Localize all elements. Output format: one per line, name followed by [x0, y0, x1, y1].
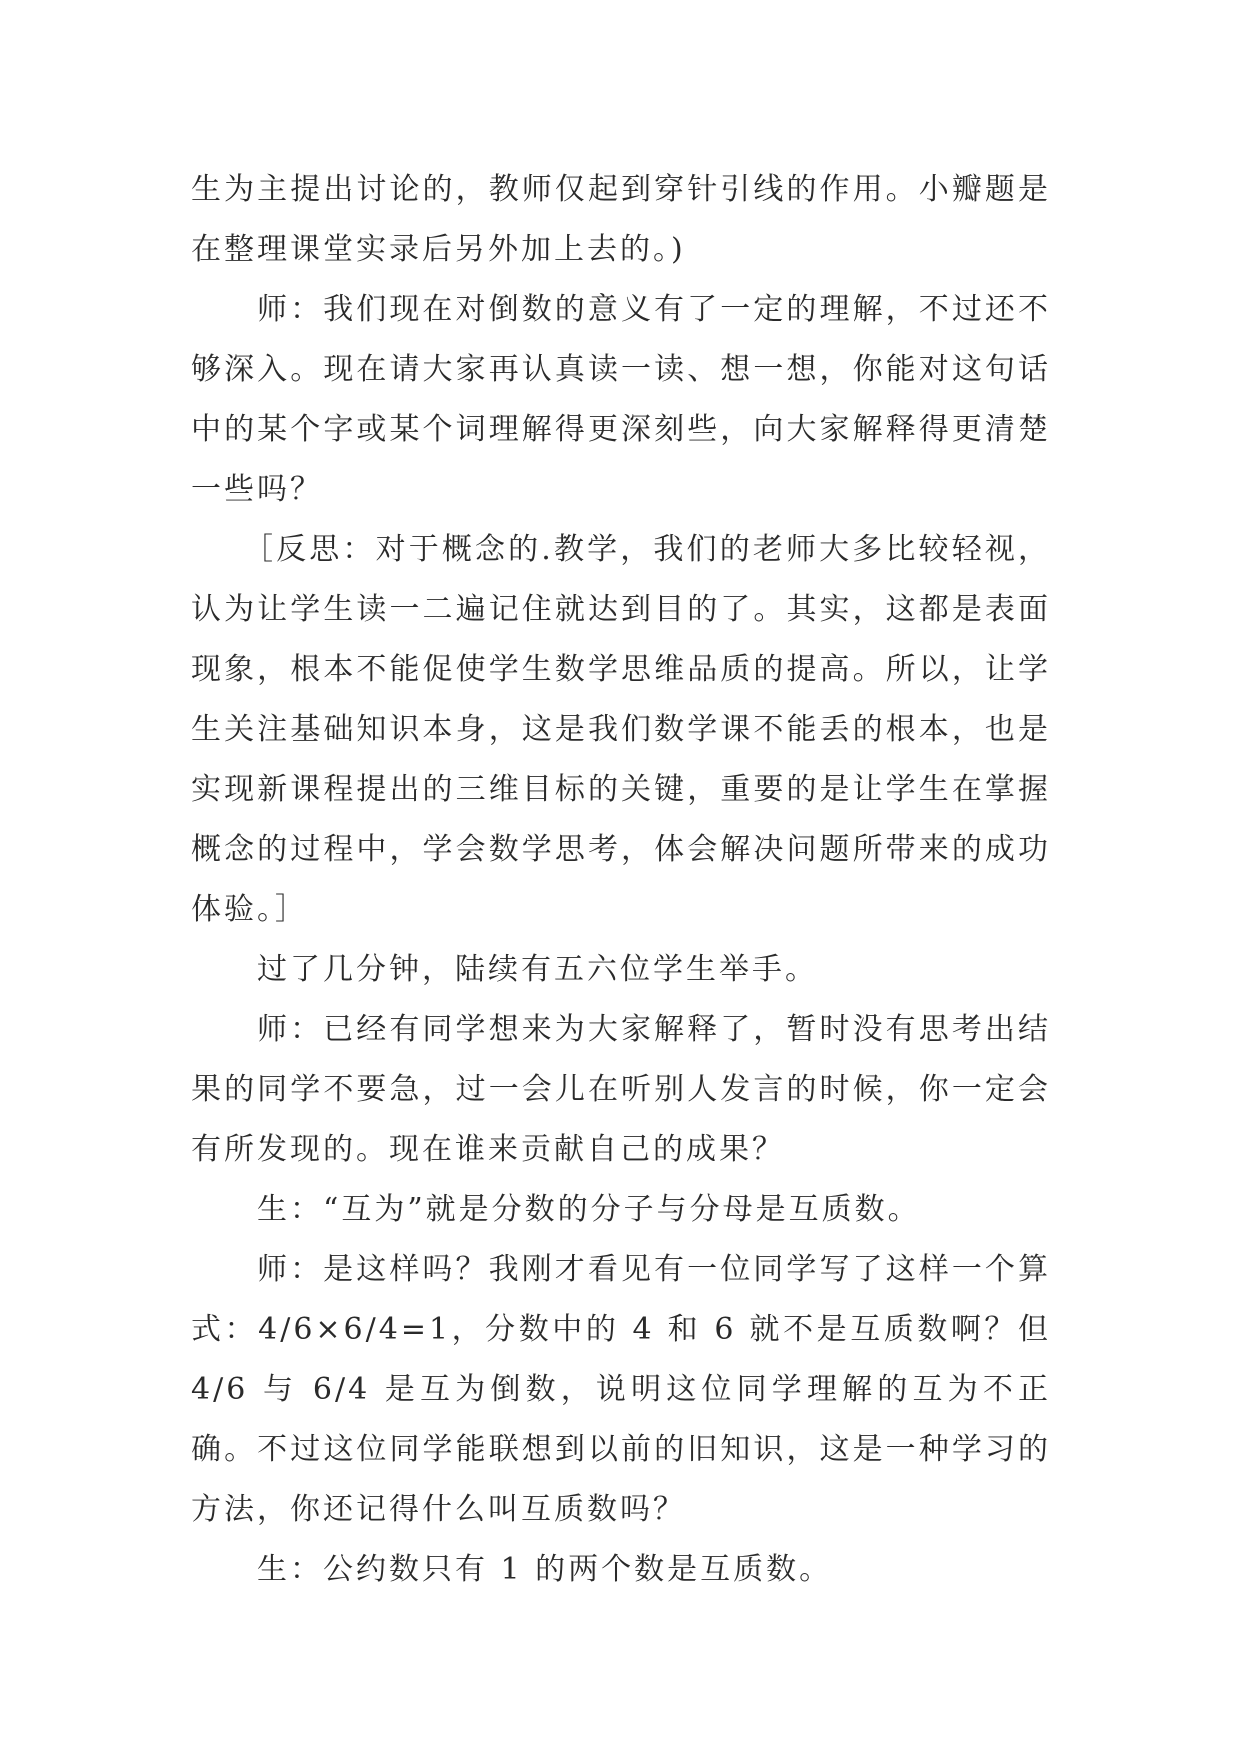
- paragraph-continuation: 生为主提出讨论的，教师仅起到穿针引线的作用。小瓣题是在整理课堂实录后另外加上去的。): [191, 172, 1051, 267]
- paragraph-teacher-prompt: 师：已经有同学想来为大家解释了，暂时没有思考出结果的同学不要急，过一会儿在听别人发言的时候，你一定会有所发现的。现在谁来贡献自己的成果？: [191, 1012, 1051, 1167]
- paragraph-student-answer: 生：“互为”就是分数的分子与分母是互质数。: [257, 1192, 921, 1227]
- paragraph-student-definition: 生：公约数只有 1 的两个数是互质数。: [257, 1552, 833, 1587]
- paragraph-teacher-question: 师：我们现在对倒数的意义有了一定的理解，不过还不够深入。现在请大家再认真读一读、想一想，你能对这句话中的某个字或某个词理解得更深刻些，向大家解释得更清楚一些吗？: [191, 292, 1051, 507]
- paragraph-teacher-response: 师：是这样吗？我刚才看见有一位同学写了这样一个算式：4/6×6/4=1，分数中的 4 和 6 就不是互质数啊？但 4/6 与 6/4 是互为倒数，说明这位同学理解的互为不正确。不过这位同学能联想到以前的旧知识，这是一种学习的方法，你还记得什么叫互质数吗？: [191, 1252, 1051, 1527]
- paragraph-reflection: ［反思：对于概念的.教学，我们的老师大多比较轻视，认为让学生读一二遍记住就达到目的了。其实，这都是表面现象，根本不能促使学生数学思维品质的提高。所以，让学生关注基础知识本身，这是我们数学课不能丢的根本，也是实现新课程提出的三维目标的关键，重要的是让学生在掌握概念的过程中，学会数学思考，体会解决问题所带来的成功体验。］: [191, 532, 1051, 927]
- document-body: [191, 160, 1051, 1600]
- paragraph-narration: 过了几分钟，陆续有五六位学生举手。: [257, 952, 818, 987]
